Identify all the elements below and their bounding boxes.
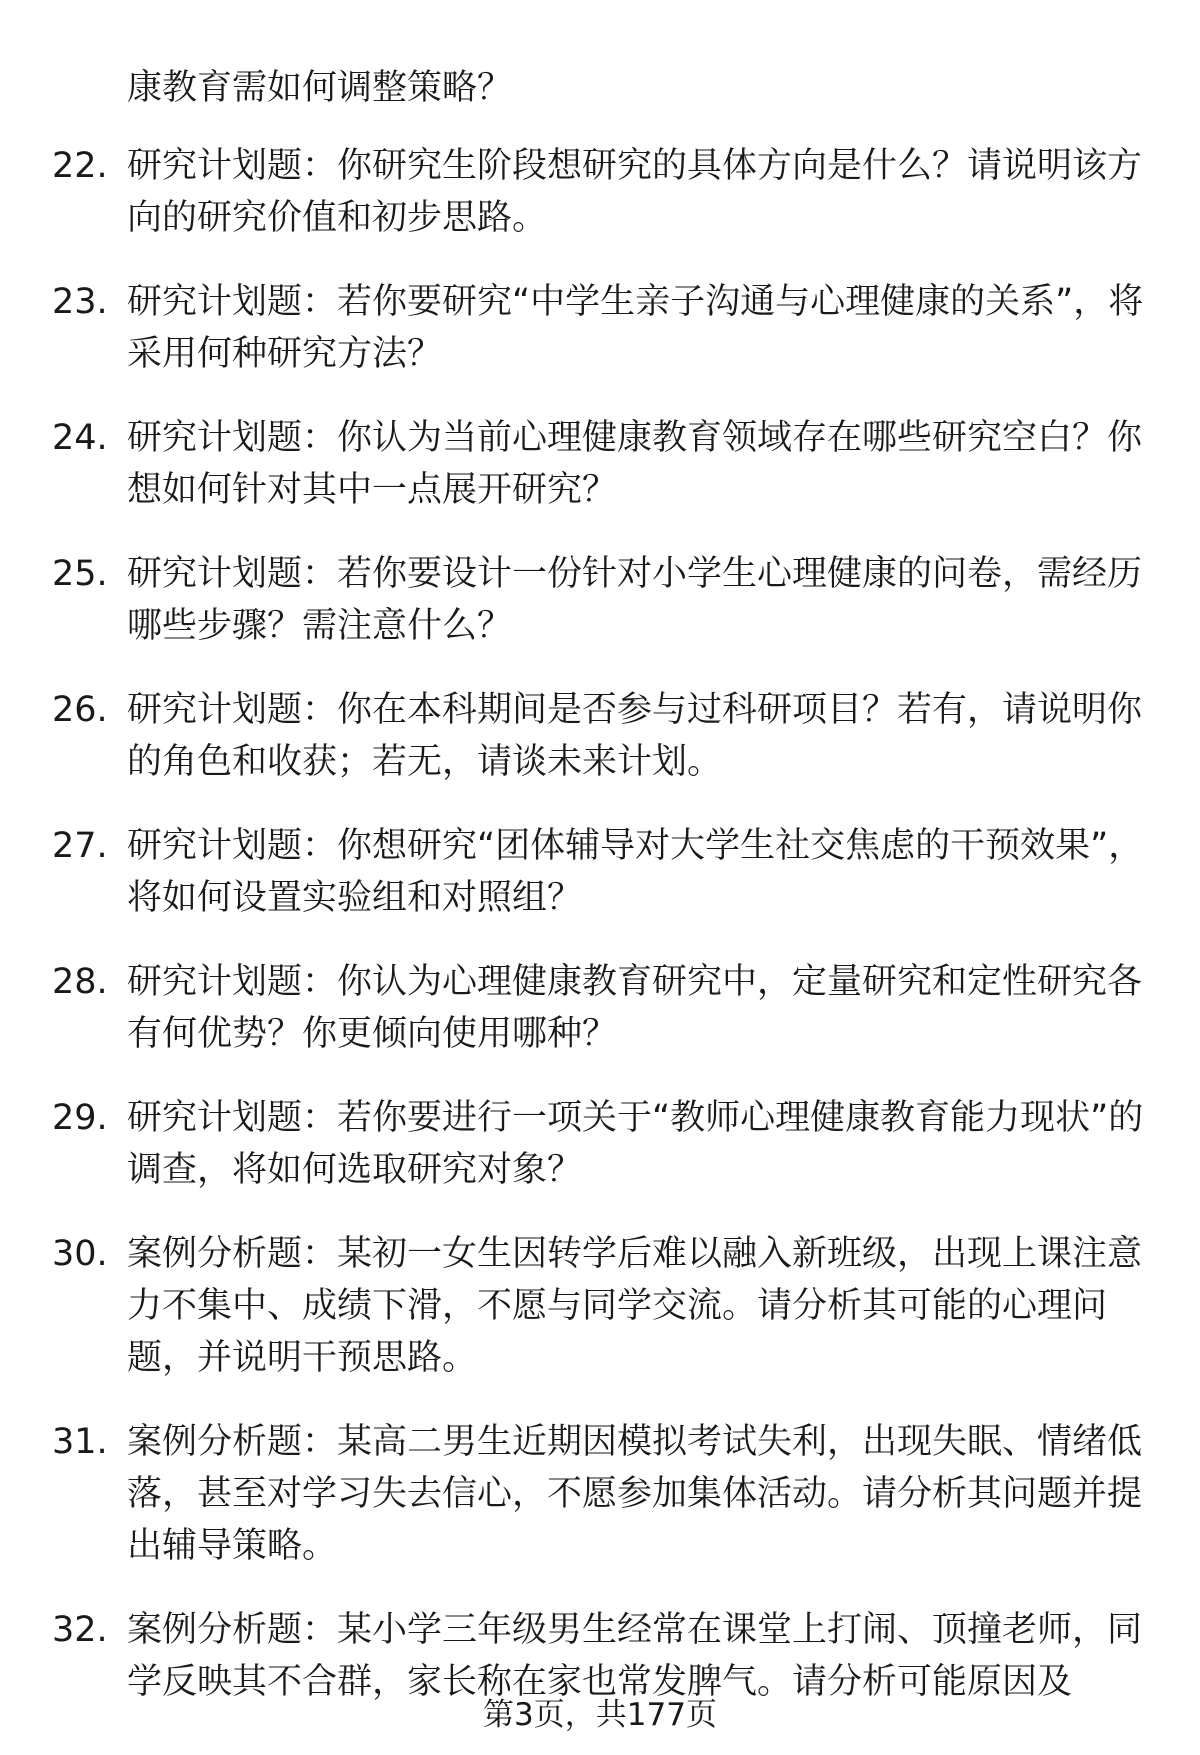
question-item — [0, 412, 1157, 516]
question-number: 22. — [52, 146, 108, 186]
question-number: 32. — [52, 1610, 108, 1650]
question-number: 30. — [52, 1234, 108, 1274]
question-number: 23. — [52, 282, 108, 322]
question-number: 29. — [52, 1098, 108, 1138]
question-text: 研究计划题：你研究生阶段想研究的具体方向是什么？请说明该方向的研究价值和初步思路。 — [127, 146, 1143, 238]
question-text: 研究计划题：你认为当前心理健康教育领域存在哪些研究空白？你想如何针对其中一点展开研究？ — [127, 418, 1143, 510]
continuation-text: 康教育需如何调整策略？ — [127, 68, 513, 108]
question-number: 26. — [52, 690, 108, 730]
question-text: 研究计划题：若你要研究“中学生亲子沟通与心理健康的关系”，将采用何种研究方法？ — [127, 282, 1144, 374]
question-number: 28. — [52, 962, 108, 1002]
question-number: 31. — [52, 1422, 108, 1462]
question-text: 案例分析题：某高二男生近期因模拟考试失利，出现失眠、情绪低落，甚至对学习失去信心，不愿参加集体活动。请分析其问题并提出辅导策略。 — [127, 1422, 1143, 1566]
question-text: 研究计划题：若你要设计一份针对小学生心理健康的问卷，需经历哪些步骤？需注意什么？ — [127, 554, 1143, 646]
question-list — [0, 140, 1200, 1740]
question-number: 24. — [52, 418, 108, 458]
question-text: 研究计划题：你认为心理健康教育研究中，定量研究和定性研究各有何优势？你更倾向使用哪种？ — [127, 962, 1143, 1054]
question-text: 研究计划题：若你要进行一项关于“教师心理健康教育能力现状”的调查，将如何选取研究对象？ — [127, 1098, 1144, 1190]
page-footer: 第3页，共177页 — [483, 1697, 717, 1733]
question-item — [0, 820, 1157, 924]
question-text: 案例分析题：某小学三年级男生经常在课堂上打闹、顶撞老师，同学反映其不合群，家长称在家也常发脾气。请分析可能原因及 — [127, 1610, 1143, 1702]
question-number: 27. — [52, 826, 108, 866]
question-item — [0, 548, 1157, 652]
question-text: 研究计划题：你在本科期间是否参与过科研项目？若有，请说明你的角色和收获；若无，请谈未来计划。 — [127, 690, 1143, 782]
question-text: 研究计划题：你想研究“团体辅导对大学生社交焦虑的干预效果”，将如何设置实验组和对照组？ — [127, 826, 1144, 918]
question-item — [0, 1416, 1157, 1572]
question-item — [0, 684, 1157, 788]
question-item — [0, 276, 1157, 380]
question-item — [0, 1604, 1157, 1708]
question-item — [0, 140, 1157, 244]
question-item — [0, 1228, 1157, 1384]
question-item — [0, 956, 1157, 1060]
question-item — [0, 1092, 1157, 1196]
question-text: 案例分析题：某初一女生因转学后难以融入新班级，出现上课注意力不集中、成绩下滑，不愿与同学交流。请分析其可能的心理问题，并说明干预思路。 — [127, 1234, 1143, 1378]
question-number: 25. — [52, 554, 108, 594]
